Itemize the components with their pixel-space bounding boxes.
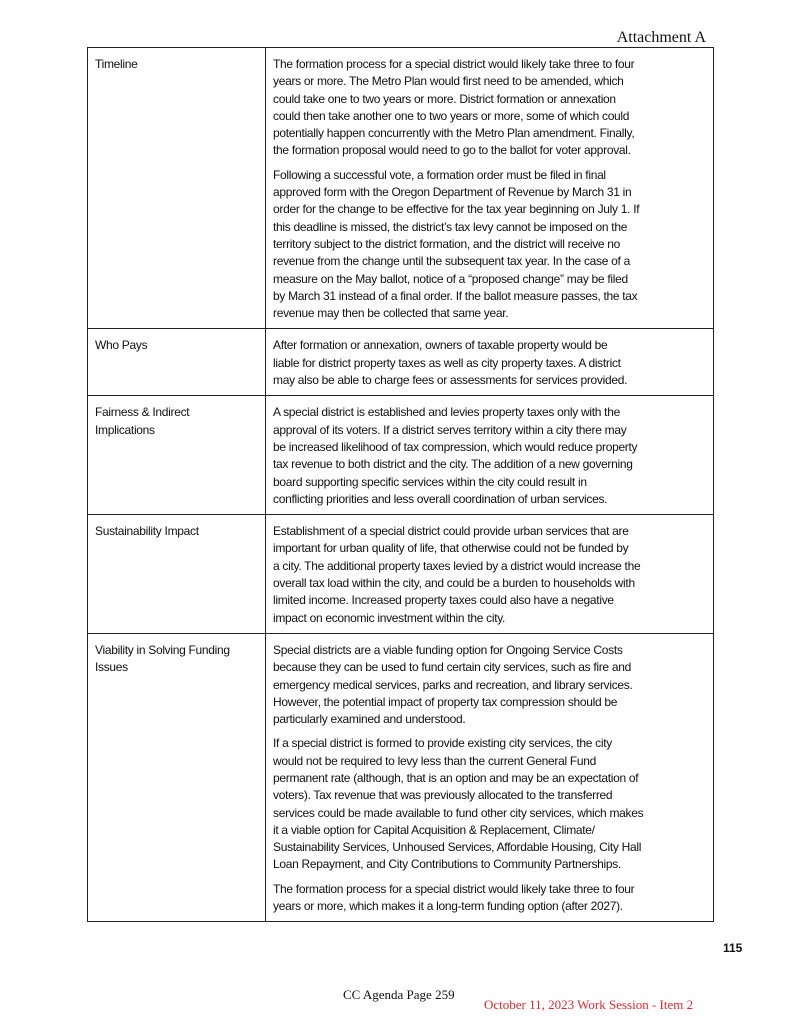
- paragraph-line: approval of its voters. If a district serves territory within a city there may: [273, 422, 627, 437]
- paragraph-line: If a special district is formed to provide existing city services, the city: [273, 736, 612, 751]
- table-row: [88, 329, 714, 396]
- paragraph-line: would not be required to levy less than the current General Fund: [273, 753, 596, 768]
- paragraph-line: emergency medical services, parks and recreation, and library services.: [273, 677, 633, 692]
- paragraph-line: Establishment of a special district could provide urban services that are: [273, 524, 629, 539]
- description-paragraph: [273, 56, 706, 160]
- paragraph-line: conflicting priorities and less overall coordination of urban services.: [273, 491, 608, 506]
- work-session-label: October 11, 2023 Work Session - Item 2: [484, 997, 694, 1012]
- paragraph-line: The formation process for a special district would likely take three to four: [273, 57, 635, 71]
- table-row: [88, 396, 714, 515]
- paragraph-line: a city. The additional property taxes levied by a district would increase the: [273, 558, 641, 573]
- row-label: [88, 48, 266, 329]
- paragraph-line: may also be able to charge fees or assessments for services provided.: [273, 373, 628, 388]
- paragraph-line: this deadline is missed, the district’s tax levy cannot be imposed on the: [273, 219, 628, 234]
- paragraph-line: The formation process for a special district would likely take three to four: [273, 881, 635, 896]
- paragraph-line: the formation proposal would need to go to the ballot for voter approval.: [273, 143, 631, 158]
- row-label: [88, 396, 266, 515]
- attachment-label: Attachment A: [616, 29, 706, 46]
- agenda-page-label: CC Agenda Page 259: [343, 987, 455, 1002]
- table-row: [88, 633, 714, 921]
- table-row: [88, 48, 714, 329]
- funding-option-table: [87, 47, 714, 922]
- row-description: [266, 48, 714, 329]
- description-paragraph: [273, 735, 706, 873]
- row-description: [266, 633, 714, 921]
- page-number: 115: [723, 941, 743, 955]
- paragraph-line: years or more, which makes it a long-term funding option (after 2027).: [273, 899, 623, 914]
- paragraph-line: However, the potential impact of property tax compression should be: [273, 694, 618, 709]
- paragraph-line: approved form with the Oregon Department of Revenue by March 31 in: [273, 185, 632, 200]
- row-label-line: Fairness & Indirect: [95, 405, 190, 420]
- paragraph-line: A special district is established and levies property taxes only with the: [273, 405, 620, 420]
- paragraph-line: could take one to two years or more. District formation or annexation: [273, 91, 616, 106]
- row-label-line: Viability in Solving Funding: [95, 642, 230, 657]
- paragraph-line: potentially happen concurrently with the Metro Plan amendment. Finally,: [273, 126, 635, 141]
- paragraph-line: impact on economic investment within the city.: [273, 610, 506, 625]
- paragraph-line: services could be made available to fund other city services, which makes: [273, 805, 644, 820]
- paragraph-line: years or more. The Metro Plan would first need to be amended, which: [273, 74, 624, 89]
- paragraph-line: revenue may then be collected that same year.: [273, 306, 509, 321]
- table-row: [88, 515, 714, 634]
- paragraph-line: because they can be used to fund certain city services, such as fire and: [273, 660, 631, 675]
- row-label: [88, 515, 266, 634]
- paragraph-line: Following a successful vote, a formation order must be filed in final: [273, 167, 606, 182]
- paragraph-line: by March 31 instead of a final order. If the ballot measure passes, the tax: [273, 288, 638, 303]
- table-body: [88, 48, 714, 922]
- row-label-line: Timeline: [95, 57, 138, 71]
- paragraph-line: tax revenue to both district and the city. The addition of a new governing: [273, 457, 633, 472]
- paragraph-line: limited income. Increased property taxes could also have a negative: [273, 593, 614, 608]
- row-label-line: Issues: [95, 660, 128, 675]
- row-description: [266, 515, 714, 634]
- paragraph-line: Special districts are a viable funding option for Ongoing Service Costs: [273, 642, 623, 657]
- description-paragraph: [273, 337, 706, 389]
- paragraph-line: territory subject to the district formation, and the district will receive no: [273, 236, 621, 251]
- paragraph-line: voters). Tax revenue that was previously allocated to the transferred: [273, 788, 613, 803]
- row-label-line: Who Pays: [95, 338, 148, 353]
- paragraph-line: Loan Repayment, and City Contributions to Community Partnerships.: [273, 857, 622, 872]
- paragraph-line: measure on the May ballot, notice of a “proposed change” may be filed: [273, 271, 628, 286]
- paragraph-line: particularly examined and understood.: [273, 712, 466, 727]
- paragraph-line: revenue from the change until the subsequent tax year. In the case of a: [273, 254, 630, 269]
- row-label-line: Sustainability Impact: [95, 524, 199, 539]
- paragraph-line: important for urban quality of life, that otherwise could not be funded by: [273, 541, 629, 556]
- paragraph-line: Sustainability Services, Unhoused Services, Affordable Housing, City Hall: [273, 840, 642, 855]
- paragraph-line: order for the change to be effective for the tax year beginning on July 1. If: [273, 202, 640, 217]
- paragraph-line: board supporting specific services within the city could result in: [273, 474, 587, 489]
- description-paragraph: [273, 167, 706, 323]
- description-paragraph: [273, 642, 706, 728]
- row-label-line: Implications: [95, 422, 155, 437]
- paragraph-line: liable for district property taxes as well as city property taxes. A district: [273, 355, 621, 370]
- paragraph-line: After formation or annexation, owners of taxable property would be: [273, 338, 608, 353]
- description-paragraph: [273, 404, 706, 508]
- description-paragraph: [273, 881, 706, 916]
- row-description: [266, 329, 714, 396]
- row-label: [88, 633, 266, 921]
- paragraph-line: be increased likelihood of tax compression, which would reduce property: [273, 439, 638, 454]
- paragraph-line: it a viable option for Capital Acquisition & Replacement, Climate/: [273, 822, 595, 837]
- row-description: [266, 396, 714, 515]
- description-paragraph: [273, 523, 706, 627]
- paragraph-line: could then take another one to two years or more, some of which could: [273, 108, 630, 123]
- paragraph-line: overall tax load within the city, and could be a burden to households with: [273, 576, 635, 591]
- row-label: [88, 329, 266, 396]
- paragraph-line: permanent rate (although, that is an option and may be an expectation of: [273, 770, 639, 785]
